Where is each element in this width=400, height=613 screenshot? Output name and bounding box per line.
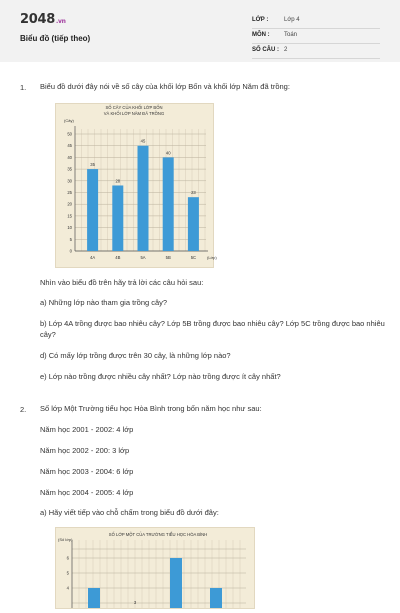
- chart-1-ytick-label: 35: [67, 166, 72, 172]
- meta-count-value: 2: [284, 47, 288, 53]
- chart-1-ytick-label: 50: [67, 131, 72, 137]
- chart-1-ytick-label: 0: [69, 248, 72, 254]
- chart-2-data-label: 3: [133, 600, 137, 605]
- question-1-item-b: b) Lớp 4A trồng được bao nhiêu cây? Lớp 5B trồng được bao nhiêu cây? Lớp 5C trồng được bao nhiêu cây?: [40, 319, 385, 339]
- chart-2-bar: [210, 588, 222, 608]
- chart-1-bar: [163, 157, 174, 251]
- page-header: [0, 0, 400, 62]
- question-1-number: 1.: [20, 83, 27, 92]
- chart-1-data-label: 45: [140, 138, 146, 144]
- chart-1-xtick-label: 5B: [165, 255, 171, 260]
- question-2-year-2: Năm học 2002 - 200: 3 lớp: [40, 446, 130, 455]
- question-2-text: Số lớp Một Trường tiểu học Hòa Bình trong bốn năm học như sau:: [40, 404, 262, 413]
- page-title: Biểu đồ (tiếp theo): [20, 34, 91, 43]
- question-2-year-4: Năm học 2004 - 2005: 4 lớp: [40, 488, 134, 497]
- chart-1-ytick-label: 45: [67, 143, 72, 149]
- logo-suffix: .vn: [55, 18, 66, 25]
- question-1-intro: Nhìn vào biểu đồ trên hãy trả lời các câu hỏi sau:: [40, 278, 204, 287]
- meta-class-value: Lớp 4: [284, 17, 300, 23]
- chart-1-xtick-label: 4B: [115, 255, 121, 260]
- chart-1-xtick-label: 5C: [190, 255, 197, 260]
- meta-subject-row: [252, 29, 380, 44]
- question-1-item-e: e) Lớp nào trồng được nhiều cây nhất? Lớp nào trồng được ít cây nhất?: [40, 372, 281, 381]
- chart-2-figure: [55, 527, 255, 609]
- meta-subject-value: Toán: [284, 32, 298, 38]
- question-2-task: a) Hãy viết tiếp vào chỗ chấm trong biểu đồ dưới đây:: [40, 508, 219, 517]
- chart-1-bar: [87, 169, 98, 251]
- chart-2-svg: [56, 528, 254, 608]
- meta-class-key: LỚP :: [252, 17, 269, 23]
- chart-1-bar: [188, 197, 199, 251]
- chart-1-ytick-label: 5: [69, 236, 72, 242]
- chart-1-data-label: 35: [90, 162, 95, 168]
- meta-subject-key: MÔN :: [252, 32, 270, 38]
- chart-1-xlabel: (Lớp): [207, 255, 217, 260]
- chart-1-ytick-label: 20: [67, 201, 72, 207]
- chart-1-data-label: 23: [191, 190, 196, 196]
- chart-1-bar: [138, 146, 149, 251]
- logo-text: 2048: [20, 12, 55, 27]
- chart-1-ylabel: (Cây): [64, 118, 74, 123]
- chart-1-data-label: 28: [115, 178, 121, 184]
- chart-1-title-line: SỐ CÂY CỦA KHỐI LỚP BỐN: [105, 105, 163, 110]
- meta-count-key: SỐ CÂU :: [252, 47, 279, 53]
- meta-count-row: [252, 44, 380, 59]
- question-2-year-1: Năm học 2001 - 2002: 4 lớp: [40, 425, 134, 434]
- chart-1-bar: [112, 185, 123, 251]
- chart-1-ytick-label: 25: [67, 190, 72, 195]
- chart-2-ytick-label: 4: [66, 585, 69, 591]
- question-1-item-a: a) Những lớp nào tham gia trồng cây?: [40, 298, 168, 307]
- chart-2-title: SỐ LỚP MỘT CỦA TRƯỜNG TIỂU HỌC HÒA BÌNH: [108, 532, 208, 537]
- chart-1-ytick-label: 10: [67, 225, 72, 231]
- chart-1-ytick-label: 40: [67, 154, 72, 160]
- chart-1-xtick-label: 5A: [140, 255, 146, 260]
- chart-2-bar: [170, 558, 182, 608]
- chart-1-svg: [56, 104, 217, 267]
- chart-2-ytick-label: 5: [66, 570, 69, 576]
- question-2-number: 2.: [20, 405, 27, 414]
- question-1-text: Biểu đồ dưới đây nói về số cây của khối lớp Bốn và khối lớp Năm đã trồng:: [40, 82, 290, 91]
- chart-1-title-line: VÀ KHỐI LỚP NĂM ĐÃ TRỒNG: [103, 111, 165, 116]
- chart-2-ytick-label: 6: [66, 555, 69, 561]
- chart-2-ylabel: (Số lớp): [58, 537, 73, 542]
- question-2-year-3: Năm học 2003 - 2004: 6 lớp: [40, 467, 134, 476]
- chart-1-ytick-label: 30: [67, 178, 72, 184]
- chart-1-ytick-label: 15: [67, 213, 72, 219]
- chart-1-xtick-label: 4A: [90, 255, 96, 260]
- chart-1-data-label: 40: [165, 150, 171, 156]
- chart-2-bar: [88, 588, 100, 608]
- chart-1-figure: [55, 103, 217, 268]
- site-logo[interactable]: [20, 12, 66, 27]
- question-1-item-d: d) Có mấy lớp trồng được trên 30 cây, là những lớp nào?: [40, 351, 231, 360]
- meta-class-row: [252, 14, 380, 29]
